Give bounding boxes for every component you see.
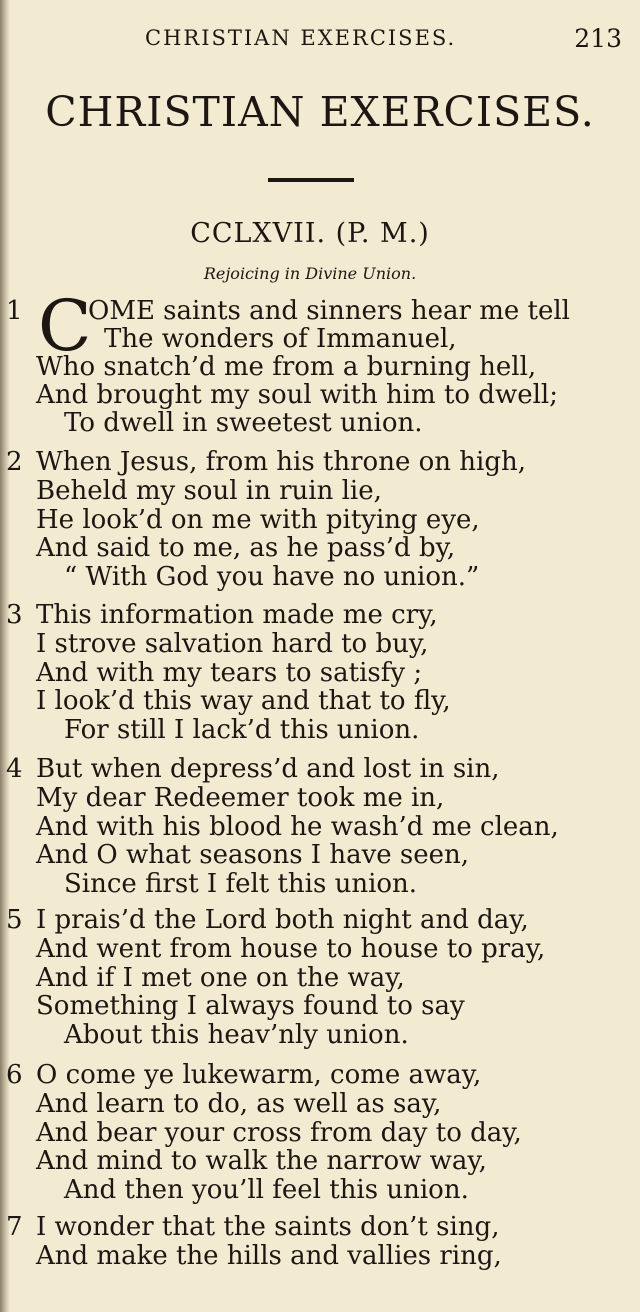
verse-line: When Jesus, from his throne on high, bbox=[36, 447, 526, 477]
verse-line: He look’d on me with pitying eye, bbox=[36, 505, 480, 535]
verse-line: Since first I felt this union. bbox=[64, 869, 418, 899]
drop-cap: C bbox=[38, 285, 92, 367]
verse-line: OME saints and sinners hear me tell bbox=[88, 296, 570, 326]
verse-line: And said to me, as he pass’d by, bbox=[36, 533, 456, 563]
running-title: CHRISTIAN EXERCISES. bbox=[145, 26, 457, 50]
verse-line: About this heav’nly union. bbox=[64, 1020, 409, 1050]
verse-line: O come ye lukewarm, come away, bbox=[36, 1060, 482, 1090]
page-gutter-shadow bbox=[0, 0, 10, 1312]
verse-line: And mind to walk the narrow way, bbox=[36, 1146, 487, 1176]
hymn-subtitle: Rejoicing in Divine Union. bbox=[203, 264, 417, 283]
stanza-number: 2 bbox=[6, 447, 23, 477]
verse-line: “ With God you have no union.” bbox=[64, 562, 480, 592]
verse-line: To dwell in sweetest union. bbox=[64, 408, 423, 438]
verse-line: The wonders of Immanuel, bbox=[104, 324, 457, 354]
verse-line: And if I met one on the way, bbox=[36, 963, 405, 993]
verse-line: And with his blood he wash’d me clean, bbox=[36, 812, 559, 842]
stanza-number: 7 bbox=[6, 1212, 23, 1242]
stanza-number: 4 bbox=[6, 754, 23, 784]
verse-line: This information made me cry, bbox=[36, 600, 438, 630]
verse-line: But when depress’d and lost in sin, bbox=[36, 754, 500, 784]
verse-line: Who snatch’d me from a burning hell, bbox=[36, 352, 537, 382]
title-rule bbox=[268, 178, 354, 182]
stanza-number: 3 bbox=[6, 600, 23, 630]
stanza-number: 5 bbox=[6, 905, 23, 935]
stanza-number: 1 bbox=[6, 296, 23, 326]
running-head bbox=[0, 26, 640, 56]
verse-line: And make the hills and vallies ring, bbox=[36, 1241, 502, 1271]
verse-line: I look’d this way and that to fly, bbox=[36, 686, 451, 716]
verse-line: And bear your cross from day to day, bbox=[36, 1118, 522, 1148]
page-number: 213 bbox=[574, 24, 622, 53]
hymn-number: CCLXVII. (P. M.) bbox=[190, 218, 430, 249]
verse-line: Beheld my soul in ruin lie, bbox=[36, 476, 382, 506]
verse-line: I prais’d the Lord both night and day, bbox=[36, 905, 529, 935]
verse-line: And learn to do, as well as say, bbox=[36, 1089, 442, 1119]
section-title: CHRISTIAN EXERCISES. bbox=[45, 88, 595, 136]
verse-line: For still I lack’d this union. bbox=[64, 715, 420, 745]
stanza-number: 6 bbox=[6, 1060, 23, 1090]
verse-line: My dear Redeemer took me in, bbox=[36, 783, 445, 813]
verse-line: I wonder that the saints don’t sing, bbox=[36, 1212, 500, 1242]
verse-line: I strove salvation hard to buy, bbox=[36, 629, 429, 659]
verse-line: And with my tears to satisfy ; bbox=[36, 658, 423, 688]
verse-line: And brought my soul with him to dwell; bbox=[36, 380, 558, 410]
verse-line: Something I always found to say bbox=[36, 991, 465, 1021]
verse-line: And then you’ll feel this union. bbox=[64, 1175, 469, 1205]
verse-line: And O what seasons I have seen, bbox=[36, 840, 470, 870]
verse-line: And went from house to house to pray, bbox=[36, 934, 546, 964]
